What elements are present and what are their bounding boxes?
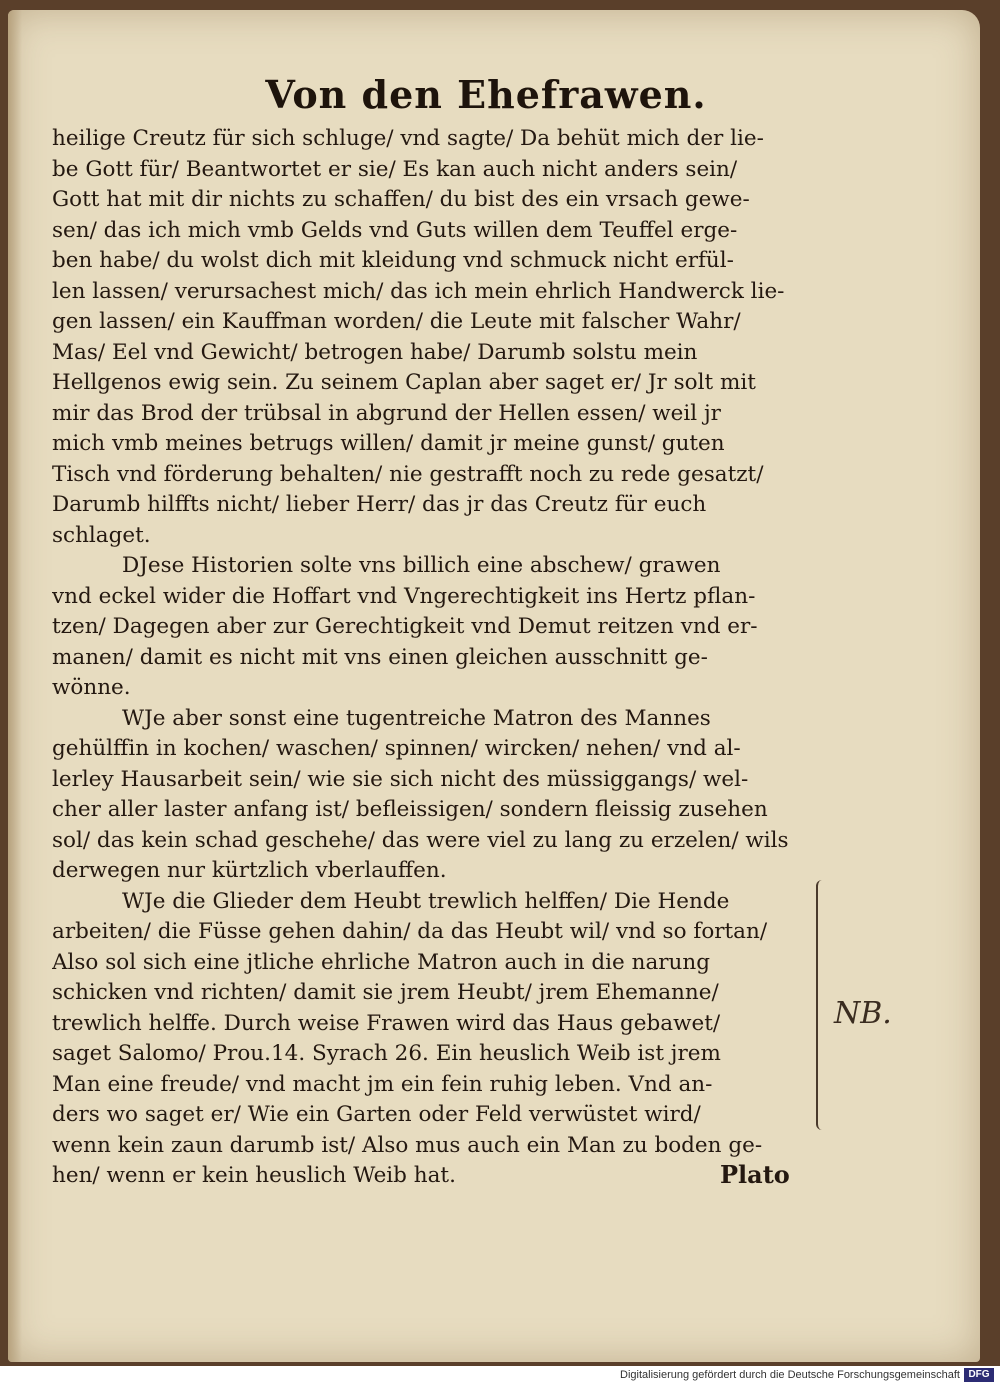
text-line: Tisch vnd förderung behalten/ nie gestrafft noch zu rede gesatzt/	[52, 461, 764, 487]
text-line: Mas/ Eel vnd Gewicht/ betrogen habe/ Darumb solstu mein	[52, 339, 698, 365]
text-line: gehülffin in kochen/ waschen/ spinnen/ wircken/ nehen/ vnd al-	[52, 736, 741, 761]
text-line: schlaget.	[52, 522, 151, 548]
text-line: trewlich helffe. Durch weise Frawen wird das Haus gebawet/	[52, 1010, 721, 1036]
page-gutter-shadow	[8, 10, 22, 1362]
text-line: cher aller laster anfang ist/ befleissigen/ sondern fleissig zusehen	[52, 797, 768, 822]
margin-bracket	[816, 880, 828, 1130]
text-line: schicken vnd richten/ damit sie jrem Heubt/ jrem Ehemanne/	[52, 980, 719, 1005]
text-line: Also sol sich eine jtliche ehrliche Matron auch in die narung	[52, 949, 711, 975]
text-line: Gott hat mit dir nichts zu schaffen/ du bist des ein vrsach gewe-	[52, 187, 750, 212]
text-line: tzen/ Dagegen aber zur Gerechtigkeit vnd Demut reitzen vnd er-	[52, 614, 758, 639]
footer-credit: Digitalisierung gefördert durch die Deutsche Forschungsgemeinschaft	[620, 1369, 960, 1381]
text-line: ders wo saget er/ Wie ein Garten oder Feld verwüstet wird/	[52, 1102, 701, 1127]
text-line: arbeiten/ die Füsse gehen dahin/ da das Heubt wil/ vnd so fortan/	[52, 919, 768, 944]
text-line: wenn kein zaun darumb ist/ Also mus auch ein Man zu boden ge-	[52, 1132, 763, 1158]
text-line: vnd eckel wider die Hoffart vnd Vngerechtigkeit ins Hertz pflan-	[52, 583, 756, 609]
text-line: WJe die Glieder dem Heubt trewlich helffen/ Die Hende	[122, 888, 730, 914]
text-line: be Gott für/ Beantwortet er sie/ Es kan auch nicht anders sein/	[52, 156, 738, 182]
text-line: len lassen/ verursachest mich/ das ich mein ehrlich Handwerck lie-	[52, 278, 785, 304]
text-line: derwegen nur kürtzlich vberlauffen.	[52, 858, 447, 883]
text-line: saget Salomo/ Prou.14. Syrach 26. Ein heuslich Weib ist jrem	[52, 1041, 721, 1066]
text-line: manen/ damit es nicht mit vns einen gleichen ausschnitt ge-	[52, 644, 708, 670]
text-line: hen/ wenn er kein heuslich Weib hat.	[52, 1163, 456, 1188]
running-head: Von den Ehefrawen.	[265, 72, 707, 117]
text-line: DJese Historien solte vns billich eine abschew/ grawen	[122, 553, 721, 578]
text-line: WJe aber sonst eine tugentreiche Matron des Mannes	[122, 705, 711, 731]
text-line: Darumb hilffts nicht/ lieber Herr/ das jr das Creutz für euch	[52, 492, 707, 517]
text-line: wönne.	[52, 675, 131, 700]
text-line: ben habe/ du wolst dich mit kleidung vnd schmuck nicht erfül-	[52, 248, 734, 273]
text-line: Hellgenos ewig sein. Zu seinem Caplan aber saget er/ Jr solt mit	[52, 370, 756, 395]
text-line: gen lassen/ ein Kauffman worden/ die Leute mit falscher Wahr/	[52, 309, 741, 334]
dfg-logo: DFG	[964, 1368, 994, 1382]
text-line: sol/ das kein schad geschehe/ das were viel zu lang zu erzelen/ wils	[52, 827, 789, 853]
text-line: mir das Brod der trübsal in abgrund der Hellen essen/ weil jr	[52, 400, 721, 426]
body-text	[52, 124, 812, 1192]
text-line: Man eine freude/ vnd macht jm ein fein ruhig leben. Vnd an-	[52, 1071, 713, 1097]
text-line: heilige Creutz für sich schluge/ vnd sagte/ Da behüt mich der lie-	[52, 126, 764, 151]
catchword: Plato	[720, 1160, 790, 1189]
text-line: sen/ das ich mich vmb Gelds vnd Guts willen dem Teuffel erge-	[52, 217, 738, 243]
text-line: mich vmb meines betrugs willen/ damit jr meine gunst/ guten	[52, 431, 725, 456]
marginal-note: NB.	[834, 996, 892, 1031]
text-line: lerley Hausarbeit sein/ wie sie sich nicht des müssiggangs/ wel-	[52, 766, 749, 792]
